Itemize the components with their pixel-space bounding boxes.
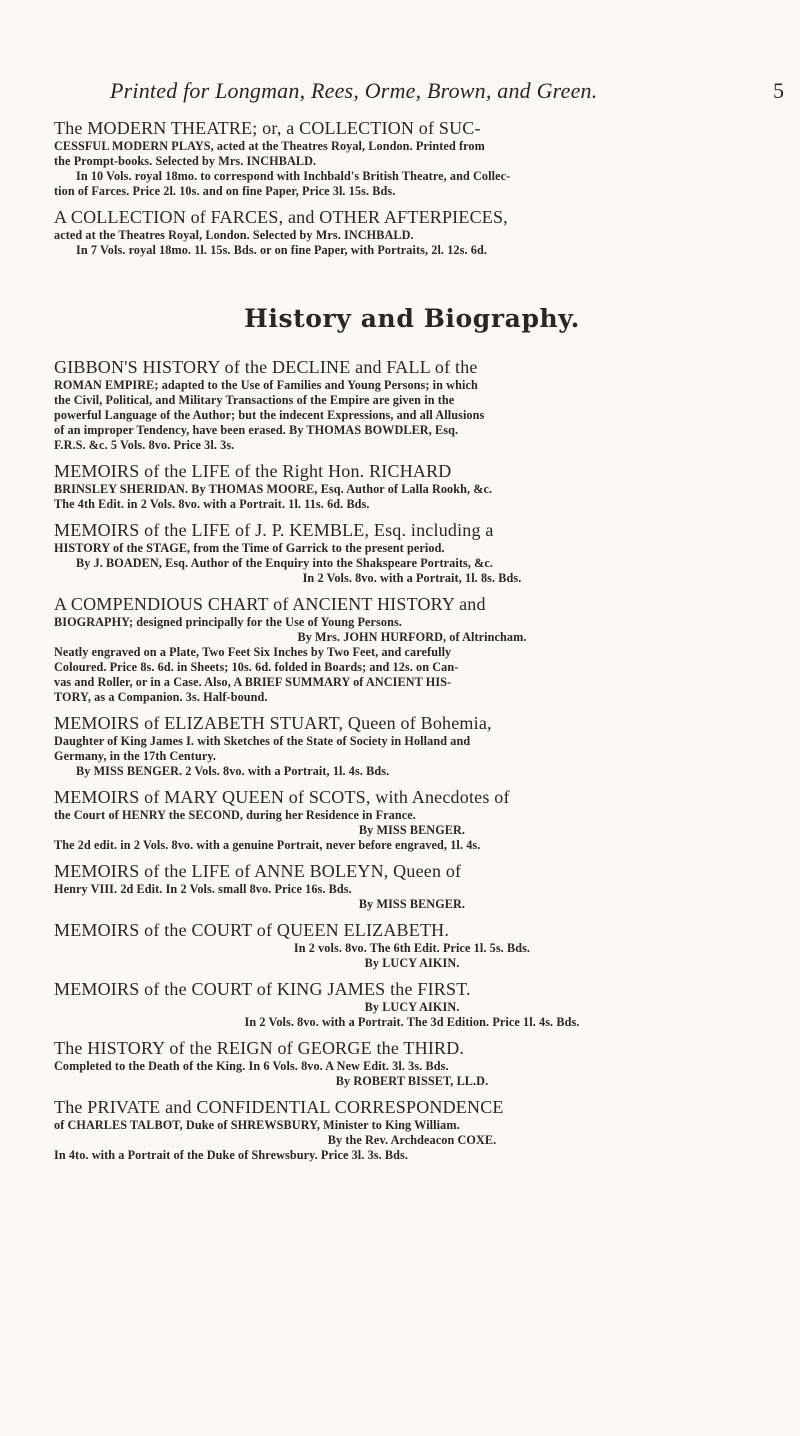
entry-line: acted at the Theatres Royal, London. Selected by Mrs. INCHBALD. <box>54 228 414 242</box>
page-body <box>54 118 770 1171</box>
running-head: Printed for Longman, Rees, Orme, Brown, and Green. <box>110 78 598 103</box>
entry-line: of an improper Tendency, have been erased. By THOMAS BOWDLER, Esq. <box>54 423 459 437</box>
catalogue-entry <box>54 861 770 912</box>
entry-line: Germany, in the 17th Century. <box>54 749 217 763</box>
entry-title: The HISTORY of the REIGN of GEORGE the THIRD. <box>54 1038 465 1058</box>
catalogue-entry <box>54 1038 770 1089</box>
catalogue-entry <box>54 118 770 199</box>
section-heading: History and Biography. <box>244 304 580 333</box>
entry-line: Coloured. Price 8s. 6d. in Sheets; 10s. 6d. folded in Boards; and 12s. on Can- <box>54 660 459 674</box>
entry-line: By Mrs. JOHN HURFORD, of Altrincham. <box>297 630 527 644</box>
catalogue-entry <box>54 713 770 779</box>
entry-line: By the Rev. Archdeacon COXE. <box>327 1133 497 1147</box>
entry-line: In 2 Vols. 8vo. with a Portrait. The 3d Edition. Price 1l. 4s. Bds. <box>244 1015 580 1029</box>
entry-title: A COMPENDIOUS CHART of ANCIENT HISTORY and <box>54 594 486 614</box>
entry-line: TORY, as a Companion. 3s. Half-bound. <box>54 690 268 704</box>
entry-line: CESSFUL MODERN PLAYS, acted at the Theatres Royal, London. Printed from <box>54 139 485 153</box>
entry-line: Daughter of King James I. with Sketches of the State of Society in Holland and <box>54 734 471 748</box>
entry-line: powerful Language of the Author; but the indecent Expressions, and all Allusions <box>54 408 485 422</box>
entry-title: GIBBON'S HISTORY of the DECLINE and FALL of the <box>54 357 478 377</box>
entry-line: In 4to. with a Portrait of the Duke of Shrewsbury. Price 3l. 3s. Bds. <box>54 1148 409 1162</box>
entry-line: BRINSLEY SHERIDAN. By THOMAS MOORE, Esq. Author of Lalla Rookh, &c. <box>54 482 493 496</box>
entry-line: the Prompt-books. Selected by Mrs. INCHBALD. <box>54 154 317 168</box>
entry-title: A COLLECTION of FARCES, and OTHER AFTERPIECES, <box>54 207 508 227</box>
entry-line: Completed to the Death of the King. In 6 Vols. 8vo. A New Edit. 3l. 3s. Bds. <box>54 1059 449 1073</box>
catalogue-entry <box>54 594 770 705</box>
entry-title: MEMOIRS of ELIZABETH STUART, Queen of Bohemia, <box>54 713 492 733</box>
entry-title: MEMOIRS of MARY QUEEN of SCOTS, with Anecdotes of <box>54 787 510 807</box>
entry-line: tion of Farces. Price 2l. 10s. and on fine Paper, Price 3l. 15s. Bds. <box>54 184 396 198</box>
catalogue-entry <box>54 920 770 971</box>
entry-line: By ROBERT BISSET, LL.D. <box>335 1074 489 1088</box>
entry-line: F.R.S. &c. 5 Vols. 8vo. Price 3l. 3s. <box>54 438 235 452</box>
entry-title: MEMOIRS of the LIFE of ANNE BOLEYN, Queen of <box>54 861 462 881</box>
entry-line: In 2 Vols. 8vo. with a Portrait, 1l. 8s. Bds. <box>302 571 522 585</box>
entry-line: By LUCY AIKIN. <box>364 956 460 970</box>
page-number: 5 <box>773 78 784 103</box>
catalogue-entry <box>54 1097 770 1163</box>
entry-line: of CHARLES TALBOT, Duke of SHREWSBURY, Minister to King William. <box>54 1118 460 1132</box>
catalogue-entry <box>54 461 770 512</box>
entry-title: The PRIVATE and CONFIDENTIAL CORRESPONDENCE <box>54 1097 504 1117</box>
catalogue-entry <box>54 787 770 853</box>
entry-line: By MISS BENGER. 2 Vols. 8vo. with a Portrait, 1l. 4s. Bds. <box>76 764 390 778</box>
entry-line: By MISS BENGER. <box>358 897 466 911</box>
catalogue-entry <box>54 357 770 453</box>
entry-line: By LUCY AIKIN. <box>364 1000 460 1014</box>
entry-line: By MISS BENGER. <box>358 823 466 837</box>
entry-title: MEMOIRS of the COURT of QUEEN ELIZABETH. <box>54 920 450 940</box>
catalogue-entry <box>54 520 770 586</box>
entry-line: HISTORY of the STAGE, from the Time of Garrick to the present period. <box>54 541 445 555</box>
entry-line: In 10 Vols. royal 18mo. to correspond with Inchbald's British Theatre, and Collec- <box>76 169 511 183</box>
entry-title: MEMOIRS of the LIFE of the Right Hon. RICHARD <box>54 461 452 481</box>
entry-line: The 2d edit. in 2 Vols. 8vo. with a genuine Portrait, never before engraved, 1l. 4s. <box>54 838 481 852</box>
entry-line: By J. BOADEN, Esq. Author of the Enquiry into the Shakspeare Portraits, &c. <box>76 556 494 570</box>
entry-line: the Civil, Political, and Military Transactions of the Empire are given in the <box>54 393 455 407</box>
entry-line: ROMAN EMPIRE; adapted to the Use of Families and Young Persons; in which <box>54 378 478 392</box>
entry-line: Neatly engraved on a Plate, Two Feet Six Inches by Two Feet, and carefully <box>54 645 452 659</box>
catalogue-entry <box>54 979 770 1030</box>
entry-line: Henry VIII. 2d Edit. In 2 Vols. small 8vo. Price 16s. Bds. <box>54 882 352 896</box>
entry-title: MEMOIRS of the COURT of KING JAMES the FIRST. <box>54 979 471 999</box>
catalogue-entry <box>54 207 770 258</box>
entry-title: MEMOIRS of the LIFE of J. P. KEMBLE, Esq. including a <box>54 520 494 540</box>
entry-line: the Court of HENRY the SECOND, during her Residence in France. <box>54 808 416 822</box>
entry-line: BIOGRAPHY; designed principally for the Use of Young Persons. <box>54 615 402 629</box>
entry-line: The 4th Edit. in 2 Vols. 8vo. with a Portrait. 1l. 11s. 6d. Bds. <box>54 497 370 511</box>
entry-title: The MODERN THEATRE; or, a COLLECTION of SUC- <box>54 118 481 138</box>
entry-line: vas and Roller, or in a Case. Also, A BRIEF SUMMARY of ANCIENT HIS- <box>54 675 452 689</box>
entry-line: In 2 vols. 8vo. The 6th Edit. Price 1l. 5s. Bds. <box>293 941 531 955</box>
entry-line: In 7 Vols. royal 18mo. 1l. 15s. Bds. or on fine Paper, with Portraits, 2l. 12s. 6d. <box>76 243 487 257</box>
